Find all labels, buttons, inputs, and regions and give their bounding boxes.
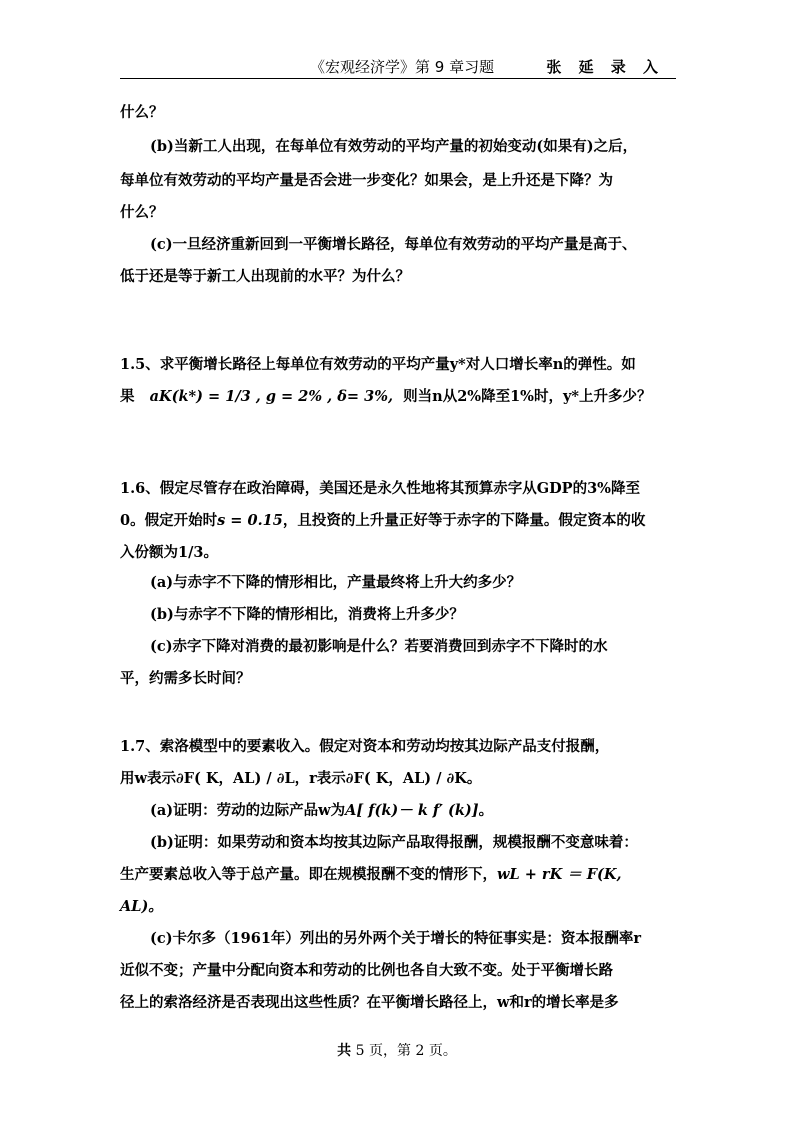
question-1-6-line: 1.6、假定尽管存在政治障碍，美国还是永久性地将其预算赤字从GDP的3%降至 — [120, 480, 640, 497]
question-1-6-line: (b)与赤字不下降的情形相比，消费将上升多少？ — [150, 606, 464, 623]
footer-end: 页。 — [428, 1043, 457, 1059]
question-1-7-line: AL)。 — [120, 898, 163, 915]
question-1-5-line — [120, 380, 676, 414]
footer-lead: 共 — [337, 1043, 352, 1059]
text-line: 什么？ — [120, 104, 164, 121]
math-expression: s = 0.15 — [217, 512, 283, 529]
question-1-7-line: (c)卡尔多（1961年）列出的另外两个关于增长的特征事实是：资本报酬率r — [150, 930, 642, 947]
text-fragment: 则当n从2%降至1%时，y*上升多少？ — [403, 388, 652, 405]
text-line: (b)当新工人出现，在每单位有效劳动的平均产量的初始变动(如果有)之后， — [150, 138, 638, 155]
question-1-7-line — [150, 794, 676, 828]
text-line: 什么？ — [120, 204, 164, 221]
math-expression: aK(k*) = 1/3 , g = 2% , δ= 3%, — [149, 388, 394, 405]
text-fragment: 0。假定开始时 — [120, 512, 218, 529]
text-fragment: 生产要素总收入等于总产量。即在规模报酬不变的情形下， — [120, 866, 497, 883]
total-pages: 5 — [355, 1043, 365, 1059]
footer-mid: 页，第 — [369, 1043, 411, 1059]
question-1-7-line: 近似不变；产量中分配向资本和劳动的比例也各自大致不变。处于平衡增长路 — [120, 962, 613, 979]
text-line: 每单位有效劳动的平均产量是否会进一步变化？如果会，是上升还是下降？为 — [120, 172, 613, 189]
question-1-6-line: 平，约需多长时间？ — [120, 670, 251, 687]
question-1-7-line: (b)证明：如果劳动和资本均按其边际产品取得报酬，规模报酬不变意味着： — [150, 834, 638, 851]
text-line: 低于还是等于新工人出现前的水平？为什么？ — [120, 268, 410, 285]
question-1-6-line: (a)与赤字不下降的情形相比，产量最终将上升大约多少？ — [150, 574, 522, 591]
question-1-6-line — [120, 504, 676, 538]
text-fragment: ，且投资的上升量正好等于赤字的下降量。假定资本的收 — [282, 512, 646, 529]
current-page: 2 — [415, 1043, 425, 1059]
text-fragment: 果 — [120, 388, 135, 405]
question-1-7-line: 径上的索洛经济是否表现出这些性质？在平衡增长路径上，w和r的增长率是多 — [120, 994, 619, 1011]
text-line: (c)一旦经济重新回到一平衡增长路径，每单位有效劳动的平均产量是高于、 — [150, 236, 637, 253]
question-1-6-line: 入份额为1/3。 — [120, 544, 218, 561]
question-1-7-line — [120, 858, 676, 892]
text-fragment: 。 — [478, 802, 494, 819]
question-1-6-line: (c)赤字下降对消费的最初影响是什么？若要消费回到赤字不下降时的水 — [150, 638, 608, 655]
math-expression: wL + rK ＝ F(K, — [497, 866, 622, 883]
question-1-7-line: 用w表示∂F( K，AL) / ∂L，r表示∂F( K，AL) / ∂K。 — [120, 770, 482, 787]
page-footer — [0, 1040, 794, 1060]
text-fragment: (a)证明：劳动的边际产品w为 — [150, 802, 346, 819]
page-header — [120, 56, 676, 79]
question-1-5-line: 1.5、求平衡增长路径上每单位有效劳动的平均产量y*对人口增长率n的弹性。如 — [120, 356, 636, 373]
author-credit: 张 延 录 入 — [546, 58, 664, 76]
math-expression: A[ f(k)－ k f′ (k)] — [345, 802, 479, 819]
question-1-7-line: 1.7、索洛模型中的要素收入。假定对资本和劳动均按其边际产品支付报酬， — [120, 738, 610, 755]
document-title: 《宏观经济学》第 9 章习题 — [310, 58, 495, 76]
